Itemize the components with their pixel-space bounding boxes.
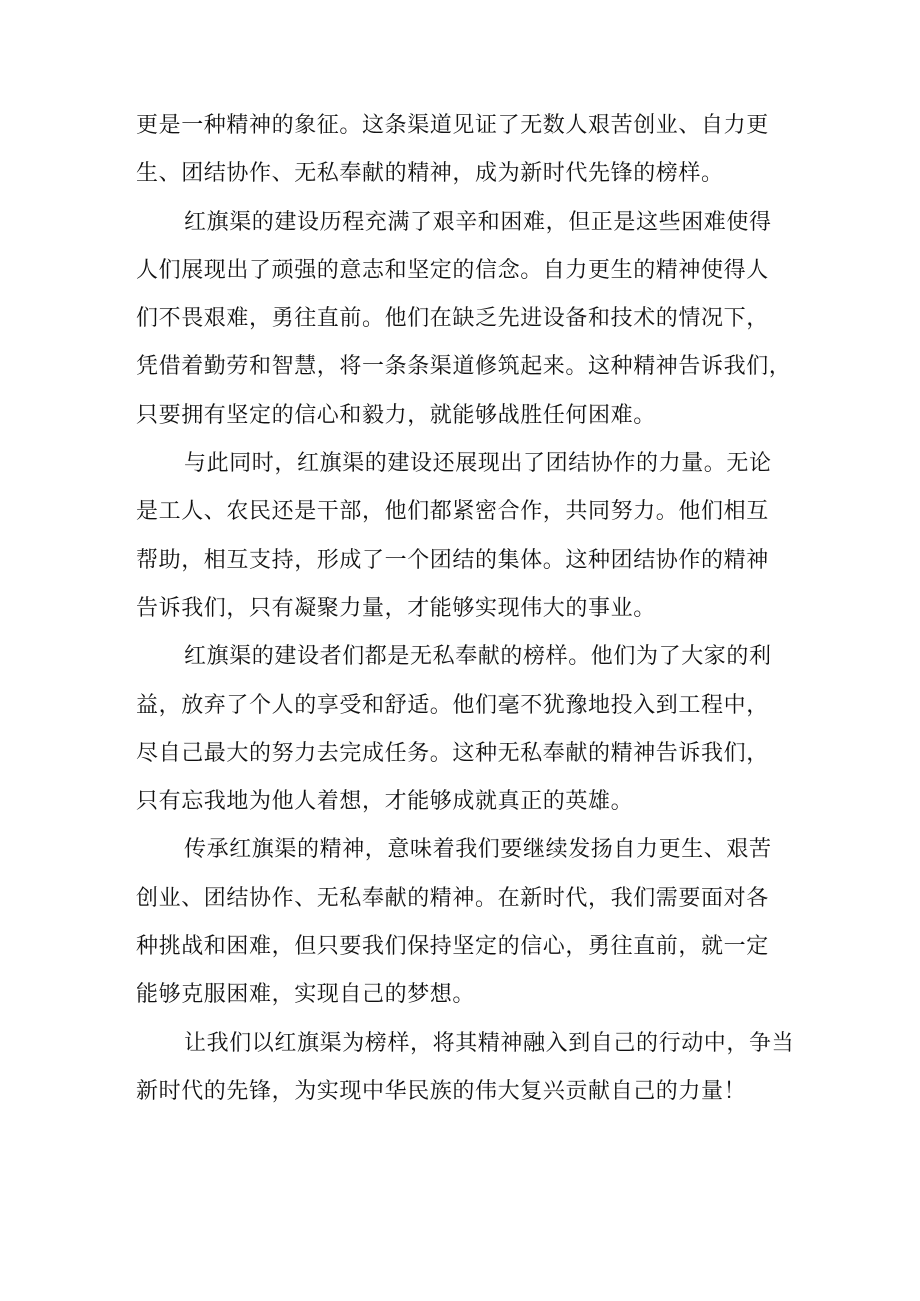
text-line: 们不畏艰难，勇往直前。他们在缺乏先进设备和技术的情况下， — [136, 306, 769, 332]
text-line: 红旗渠的建设历程充满了艰辛和困难，但正是这些困难使得 — [184, 209, 772, 235]
paragraph-2 — [136, 199, 792, 440]
paragraph-1 — [136, 102, 792, 199]
text-line: 与此同时，红旗渠的建设还展现出了团结协作的力量。无论 — [184, 451, 772, 477]
text-line: 红旗渠的建设者们都是无私奉献的榜样。他们为了大家的利 — [184, 644, 772, 670]
paragraph-3 — [136, 440, 792, 633]
text-line: 创业、团结协作、无私奉献的精神。在新时代，我们需要面对各 — [136, 885, 769, 911]
text-line: 尽自己最大的努力去完成任务。这种无私奉献的精神告诉我们， — [136, 740, 769, 766]
text-line: 人们展现出了顽强的意志和坚定的信念。自力更生的精神使得人 — [136, 257, 769, 283]
paragraph-6 — [136, 1020, 795, 1117]
paragraph-5 — [136, 826, 792, 1019]
text-line: 是工人、农民还是干部，他们都紧密合作，共同努力。他们相互 — [136, 499, 769, 525]
text-line: 能够克服困难，实现自己的梦想。 — [136, 982, 476, 1008]
document-body — [136, 102, 795, 1116]
paragraph-4 — [136, 633, 792, 826]
text-line: 帮助，相互支持，形成了一个团结的集体。这种团结协作的精神 — [136, 547, 769, 573]
text-line: 更是一种精神的象征。这条渠道见证了无数人艰苦创业、自力更 — [136, 113, 769, 138]
text-line: 只有忘我地为他人着想，才能够成就真正的英雄。 — [136, 789, 634, 815]
text-line: 生、团结协作、无私奉献的精神，成为新时代先锋的榜样。 — [136, 161, 724, 187]
text-line: 益，放弃了个人的享受和舒适。他们毫不犹豫地投入到工程中， — [136, 692, 769, 718]
text-line: 传承红旗渠的精神，意味着我们要继续发扬自力更生、艰苦 — [184, 837, 772, 863]
text-line: 告诉我们，只有凝聚力量，才能够实现伟大的事业。 — [136, 595, 656, 621]
text-line: 只要拥有坚定的信心和毅力，就能够战胜任何困难。 — [136, 402, 656, 428]
text-line: 凭借着勤劳和智慧，将一条条渠道修筑起来。这种精神告诉我们， — [136, 354, 792, 380]
text-line: 种挑战和困难，但只要我们保持坚定的信心，勇往直前，就一定 — [136, 934, 769, 960]
text-line: 新时代的先锋，为实现中华民族的伟大复兴贡献自己的力量！ — [136, 1078, 747, 1104]
text-line: 让我们以红旗渠为榜样，将其精神融入到自己的行动中，争当 — [184, 1030, 795, 1056]
